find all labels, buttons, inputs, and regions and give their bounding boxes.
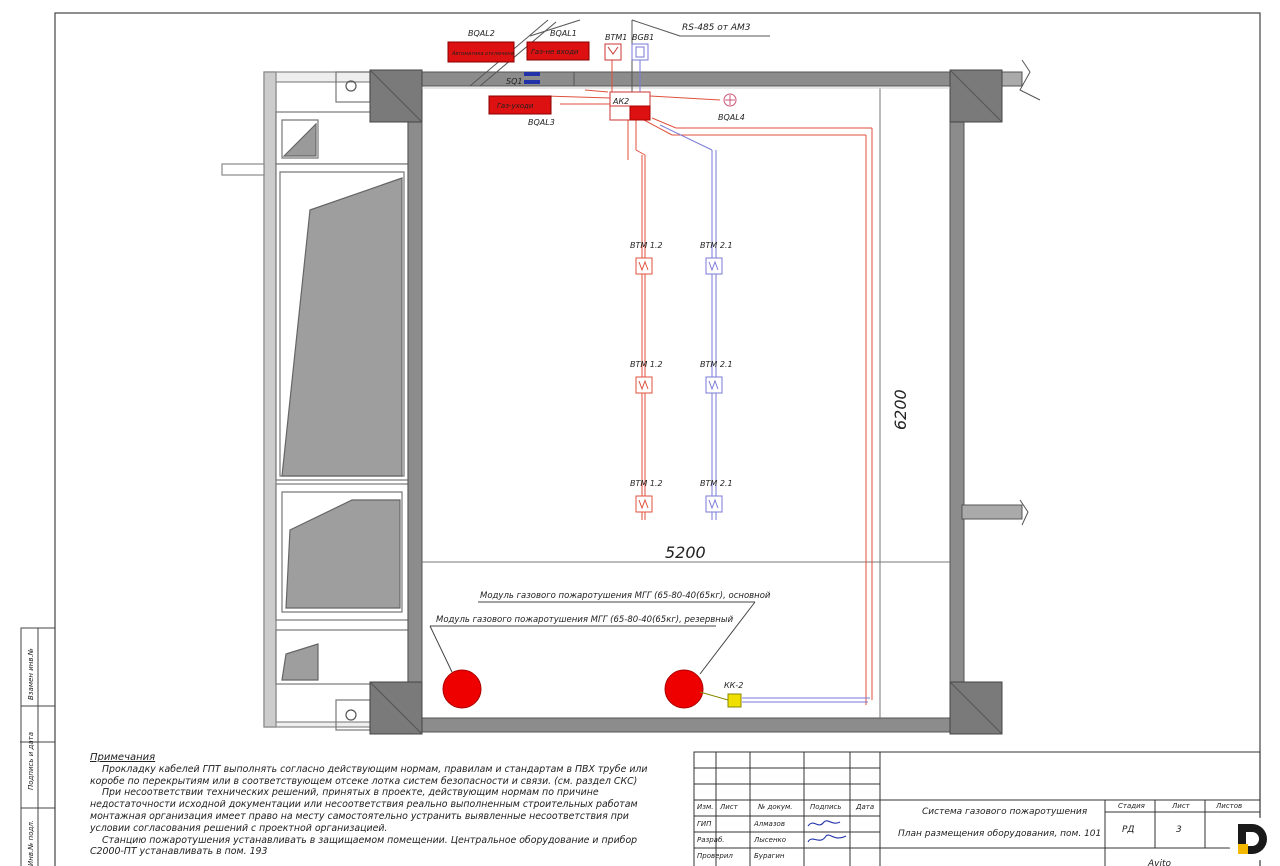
btm1-device (605, 44, 621, 60)
watermark-text: Avito (1148, 859, 1172, 866)
chk-role: Проверил (697, 852, 733, 860)
replaced-inv-label: Взамен инв.№ (27, 648, 35, 700)
bqal1-label: BQAL1 (550, 29, 577, 38)
heat-detector-label: BTM 2.1 (700, 360, 733, 369)
col-doc: № докум. (758, 803, 793, 811)
module-main-label: Модуль газового пожаротушения МГГ (65-80-40(65кг), основной (480, 591, 771, 601)
notes-title: Примечания (90, 752, 156, 763)
gip-name: Алмазов (754, 820, 785, 828)
sheet-frame (20, 13, 1260, 866)
cable-routes-blue (640, 60, 870, 702)
bqal3-label: BQAL3 (528, 118, 555, 127)
signature-date-label: Подпись и дата (27, 732, 35, 790)
bqal2-label: BQAL2 (468, 29, 495, 38)
signature-gip (808, 821, 840, 826)
gip-role: ГИП (697, 820, 712, 828)
rs485-label: RS-485 от АМ3 (682, 23, 751, 33)
dimension-lines (422, 88, 950, 720)
heat-detector-label: BTM 2.1 (700, 241, 733, 250)
sign-no-entry-text: Газ-не входи (531, 48, 579, 56)
stage-header: Стадия (1118, 802, 1145, 810)
note-3: Станцию пожаротушения устанавливать в защищаемом помещении. Центральное оборудование и прибор С2000-ПТ устанавливать в пом. 193 (90, 834, 638, 858)
chk-name: Бурагин (754, 852, 785, 860)
dimension-5200: 5200 (665, 543, 706, 562)
heat-detector-label: BTM 1.2 (630, 241, 663, 250)
sheet-number: 3 (1176, 825, 1182, 835)
annex-structure (222, 72, 420, 730)
notes-block (90, 752, 665, 858)
sq1-label: SQ1 (506, 77, 523, 86)
col-change: Изм. (697, 803, 714, 811)
bgb1-device (632, 44, 648, 60)
col-sign: Подпись (810, 803, 842, 811)
col-date: Дата (856, 803, 875, 811)
dev-role: Разраб. (697, 836, 725, 844)
kk2-terminal-box (700, 692, 741, 707)
signature-dev (808, 835, 846, 842)
col-sheets: Лист (720, 803, 738, 811)
module-main-cylinder (443, 670, 481, 708)
heat-detector-label: BTM 1.2 (630, 360, 663, 369)
stage-value: РД (1122, 825, 1135, 835)
module-leader-lines (430, 602, 755, 674)
ak2-label: АК2 (613, 97, 630, 106)
system-title: Система газового пожаротушения (922, 807, 1088, 817)
room-walls (408, 60, 1040, 732)
sheet-header: Лист (1172, 802, 1190, 810)
heat-detector-label: BTM 1.2 (630, 479, 663, 488)
note-1: Прокладку кабелей ГПТ выполнять согласно действующим нормам, правилам и стандартам в ПВХ трубе или коробе по перекрытиям или в соответствующем отсеке лотка систем безопасности и связи. (см. раздел СКС) (90, 763, 648, 787)
sheet-title: План размещения оборудования, пом. 101 (898, 829, 1102, 839)
sheets-header: Листов (1216, 802, 1243, 810)
watermark-logo (1228, 816, 1274, 862)
dev-name: Лысенко (754, 836, 787, 844)
kk2-label: КК-2 (724, 681, 744, 690)
module-reserve-label: Модуль газового пожаротушения МГГ (65-80-40(65кг), резервный (436, 615, 734, 625)
sign-gas-leave-text: Газ-уходи (497, 102, 534, 110)
note-2: При несоответствии технических решений, принятых в проекте, действующим нормам по причине недостаточности исходной документации или несоответствия реально выполненным строительных работам монтажная организация имеет право на месту самостоятельно устранить выявленные несоответствия при условии согласования решений с проектной организацией. (90, 787, 638, 834)
bqal4-label: BQAL4 (718, 113, 745, 122)
heat-detector-label: BTM 2.1 (700, 479, 733, 488)
sign-auto-off-text: Автоматика отключена (452, 51, 514, 57)
module-reserve-cylinder (665, 670, 703, 708)
inv-original-label: Инв.№ подл. (27, 819, 35, 866)
btm1-label: BTM1 (605, 33, 628, 42)
side-stamp (21, 628, 55, 866)
bgb1-label: BGB1 (632, 33, 655, 42)
bqal4-siren (724, 94, 736, 106)
dimension-6200: 6200 (891, 389, 910, 430)
